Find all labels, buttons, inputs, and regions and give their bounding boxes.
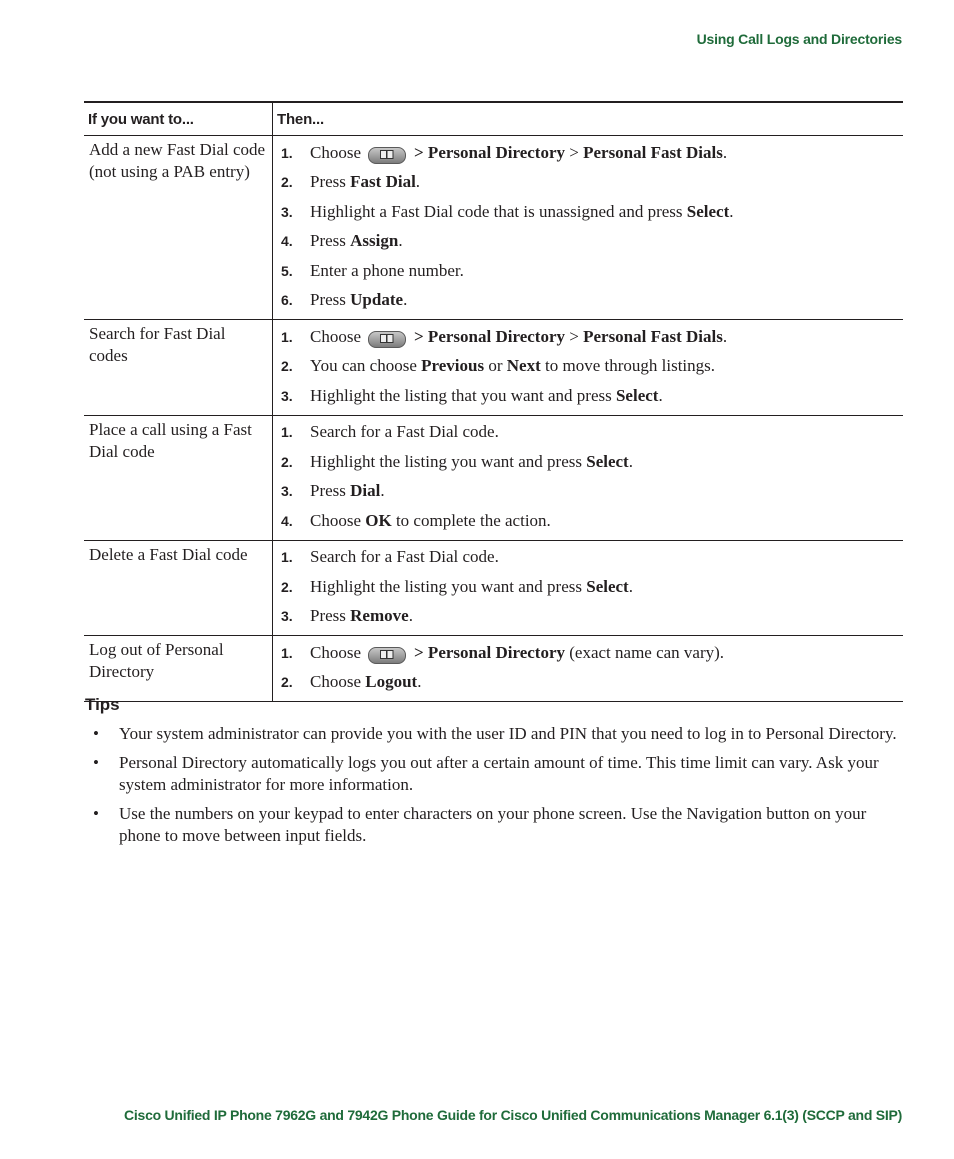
- step-text-bold: > Personal Directory: [414, 642, 565, 662]
- tips-heading: Tips: [85, 695, 120, 714]
- step-text-plain: .: [415, 172, 421, 192]
- step-item: [281, 227, 903, 257]
- task-cell: Add a new Fast Dial code (not using a PAB entry): [84, 136, 273, 320]
- step-text-plain: Enter a phone number.: [310, 260, 464, 280]
- step-number: 5.: [281, 262, 293, 279]
- directories-button-icon: [368, 147, 406, 164]
- step-text-bold: Select: [586, 451, 629, 471]
- step-text: [310, 481, 385, 501]
- directories-button-icon: [368, 331, 406, 348]
- steps-cell: [273, 636, 904, 702]
- step-text-bold: > Personal Directory: [414, 142, 565, 162]
- step-number: 1.: [281, 144, 293, 161]
- step-text-plain: to complete the action.: [391, 510, 551, 530]
- step-text-plain: Search for a Fast Dial code.: [310, 422, 499, 442]
- table-row: [84, 320, 903, 416]
- step-text-bold: Select: [686, 201, 730, 221]
- steps-cell: [273, 415, 904, 540]
- step-text-plain: .: [729, 201, 734, 221]
- step-text: [310, 386, 663, 406]
- table-row: [84, 636, 903, 702]
- step-item: [281, 668, 903, 698]
- step-text-bold: Logout: [365, 672, 418, 692]
- step-text-bold: Fast Dial: [350, 172, 416, 192]
- table-header-row: [84, 102, 903, 136]
- tip-text: Your system administrator can provide you with the user ID and PIN that you need to log in to Personal Directory.: [119, 724, 897, 743]
- task-cell: Delete a Fast Dial code: [84, 540, 273, 636]
- step-text-plain: Press: [310, 172, 351, 192]
- step-item: [281, 602, 903, 632]
- step-number: 2.: [281, 174, 293, 191]
- step-text-plain: Press: [310, 606, 351, 626]
- step-item: [281, 197, 903, 227]
- step-item: [281, 418, 903, 448]
- step-text-bold: Select: [586, 576, 629, 596]
- step-text-plain: to move through listings.: [540, 356, 715, 376]
- step-item: [281, 138, 903, 168]
- step-number: 2.: [281, 578, 293, 595]
- running-footer: Cisco Unified IP Phone 7962G and 7942G Phone Guide for Cisco Unified Communications Manager 6.1(3) (SCCP and SIP): [124, 1107, 902, 1123]
- bullet-mark: •: [93, 804, 99, 823]
- table-body: [84, 136, 903, 702]
- fast-dial-table: [84, 101, 903, 702]
- step-item: [281, 638, 903, 668]
- step-number: 2.: [281, 453, 293, 470]
- bullet-mark: •: [93, 753, 99, 772]
- step-text-bold: Dial: [350, 481, 381, 501]
- step-text-plain: .: [722, 142, 728, 162]
- step-text-plain: Choose: [310, 326, 361, 346]
- step-item: [281, 572, 903, 602]
- step-text-plain: .: [398, 231, 403, 251]
- task-cell: Log out of Personal Directory: [84, 636, 273, 702]
- table-row: [84, 136, 903, 320]
- step-number: 4.: [281, 233, 293, 250]
- step-text-plain: Choose: [310, 642, 361, 662]
- step-text-plain: .: [408, 606, 413, 626]
- step-text: [310, 231, 403, 251]
- step-text: [310, 202, 734, 222]
- directories-button-icon: [368, 647, 406, 664]
- step-text: [310, 422, 499, 442]
- step-text-bold: Update: [350, 290, 404, 310]
- task-cell: Place a call using a Fast Dial code: [84, 415, 273, 540]
- step-text-plain: Highlight the listing you want and press: [310, 576, 587, 596]
- step-text: [310, 643, 724, 663]
- step-number: 1.: [281, 644, 293, 661]
- tip-text: Personal Directory automatically logs you out after a certain amount of time. This time limit can vary. Ask your system administrator for more information.: [119, 753, 879, 794]
- step-item: [281, 381, 903, 411]
- tip-item: [93, 803, 905, 847]
- step-item: [281, 322, 903, 352]
- step-list: [281, 322, 903, 411]
- step-list: [281, 543, 903, 632]
- step-text: [310, 261, 464, 281]
- step-number: 1.: [281, 328, 293, 345]
- column-header-task: If you want to...: [84, 102, 273, 136]
- step-text: [310, 672, 421, 692]
- step-text: [310, 452, 633, 472]
- steps-cell: [273, 540, 904, 636]
- step-number: 1.: [281, 549, 293, 566]
- step-text-bold: Next: [506, 356, 541, 376]
- task-cell: Search for Fast Dial codes: [84, 320, 273, 416]
- step-text: [310, 356, 715, 376]
- step-text-plain: Choose: [310, 672, 366, 692]
- step-list: [281, 418, 903, 536]
- step-number: 6.: [281, 292, 293, 309]
- step-text-plain: Highlight the listing you want and press: [310, 451, 587, 471]
- step-number: 4.: [281, 512, 293, 529]
- step-list: [281, 138, 903, 315]
- step-text-bold: Personal Fast Dials: [583, 326, 723, 346]
- tips-list: [93, 723, 905, 854]
- step-text-plain: Search for a Fast Dial code.: [310, 547, 499, 567]
- step-item: [281, 506, 903, 536]
- step-item: [281, 447, 903, 477]
- step-item: [281, 256, 903, 286]
- step-text: [310, 172, 420, 192]
- bullet-mark: •: [93, 724, 99, 743]
- step-item: [281, 543, 903, 573]
- step-text: [310, 290, 407, 310]
- step-text-plain: .: [380, 481, 385, 501]
- column-header-steps: Then...: [273, 102, 904, 136]
- step-text-plain: Highlight a Fast Dial code that is unassigned and press: [310, 201, 687, 221]
- step-text-plain: Choose: [310, 142, 361, 162]
- step-item: [281, 477, 903, 507]
- step-text-plain: .: [628, 451, 633, 471]
- step-number: 2.: [281, 674, 293, 691]
- step-text: [310, 606, 413, 626]
- step-text-plain: .: [403, 290, 408, 310]
- step-text-bold: Personal Fast Dials: [583, 142, 723, 162]
- step-text-plain: .: [658, 385, 663, 405]
- step-item: [281, 286, 903, 316]
- step-text-plain: (exact name can vary).: [565, 642, 725, 662]
- step-text-bold: > Personal Directory: [414, 326, 565, 346]
- step-text: [310, 143, 727, 163]
- step-item: [281, 352, 903, 382]
- step-text-bold: Remove: [350, 606, 409, 626]
- step-text: [310, 547, 499, 567]
- step-text-plain: Highlight the listing that you want and press: [310, 385, 616, 405]
- step-text-plain: Choose: [310, 510, 366, 530]
- step-text-plain: Press: [310, 231, 351, 251]
- step-text-plain: Press: [310, 481, 351, 501]
- step-text: [310, 511, 551, 531]
- step-item: [281, 168, 903, 198]
- step-text-plain: .: [417, 672, 422, 692]
- step-text-bold: OK: [365, 510, 392, 530]
- step-text-plain: >: [565, 326, 584, 346]
- steps-cell: [273, 136, 904, 320]
- table-row: [84, 415, 903, 540]
- step-number: 3.: [281, 203, 293, 220]
- step-number: 3.: [281, 483, 293, 500]
- step-list: [281, 638, 903, 697]
- step-text-plain: or: [484, 356, 507, 376]
- step-text-bold: Select: [615, 385, 659, 405]
- tip-item: [93, 723, 905, 745]
- step-text: [310, 577, 633, 597]
- table-row: [84, 540, 903, 636]
- step-text-plain: You can choose: [310, 356, 422, 376]
- step-text-bold: Previous: [421, 356, 485, 376]
- step-text-plain: Press: [310, 290, 351, 310]
- tip-text: Use the numbers on your keypad to enter characters on your phone screen. Use the Navigation button on your phone to move between input fields.: [119, 804, 867, 845]
- step-text: [310, 327, 727, 347]
- step-number: 3.: [281, 387, 293, 404]
- tip-item: [93, 752, 905, 796]
- step-number: 2.: [281, 358, 293, 375]
- step-text-plain: .: [722, 326, 728, 346]
- step-number: 3.: [281, 608, 293, 625]
- step-text-plain: .: [628, 576, 633, 596]
- step-text-plain: >: [565, 142, 584, 162]
- running-header: Using Call Logs and Directories: [696, 31, 902, 47]
- step-text-bold: Assign: [350, 231, 399, 251]
- step-number: 1.: [281, 424, 293, 441]
- steps-cell: [273, 320, 904, 416]
